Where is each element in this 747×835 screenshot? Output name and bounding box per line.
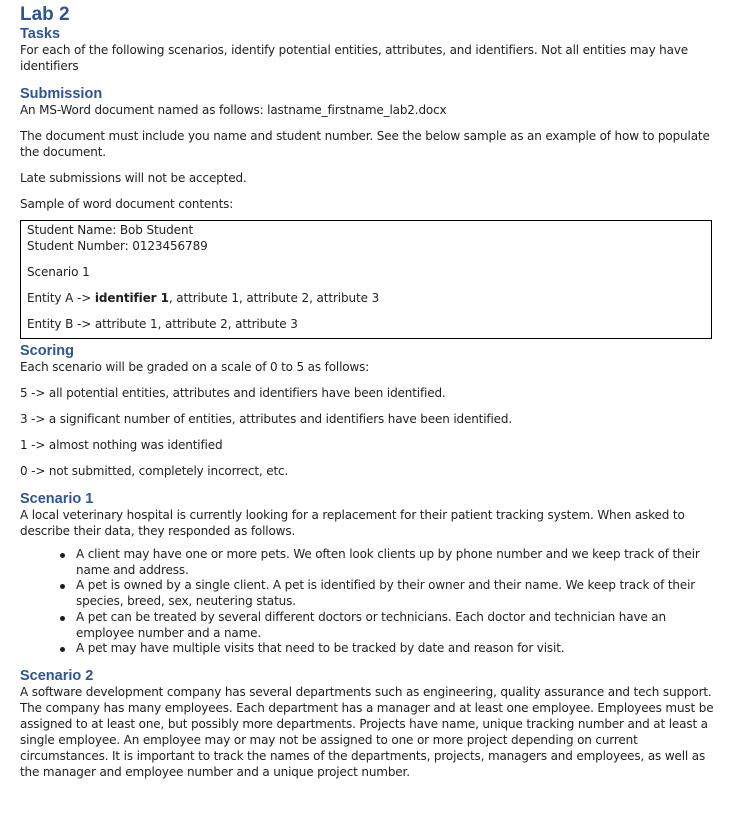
- tasks-text: For each of the following scenarios, identify potential entities, attributes, and identifiers. Not all entities may have identifiers: [20, 43, 689, 73]
- submission-line-contents: The document must include you name and student number. See the below sample as an example of how to populate the document.: [20, 129, 710, 159]
- sample-entity-a-attributes: , attribute 1, attribute 2, attribute 3: [168, 291, 380, 305]
- list-item-text: A pet can be treated by several different doctors or technicians. Each doctor and technician have an employee number and a name.: [76, 609, 666, 640]
- sample-student-number: Student Number: 0123456789: [27, 239, 208, 253]
- sample-entity-b: Entity B -> attribute 1, attribute 2, attribute 3: [27, 317, 298, 331]
- scenario1-bullet-list: [20, 547, 720, 657]
- scoring-level-0: 0 -> not submitted, completely incorrect, etc.: [20, 464, 289, 478]
- sample-document-box: [20, 220, 712, 339]
- scenario2-heading: Scenario 2: [20, 667, 94, 684]
- bullet-icon: [60, 584, 65, 589]
- scenario2-text: A software development company has several departments such as engineering, quality assurance and tech support. The company has many employees. Each department has a manager and at least one employee. Employees must be assigned to at least one, but possibly more departments. Projects have name, unique tracking number and at least a single employee. An employee may or may not be assigned to one or more project depending on current circumstances. It is important to track the names of the departments, projects, managers and employees, as well as the manager and employee number and a unique project number.: [20, 684, 714, 779]
- submission-line-filename: An MS-Word document named as follows: lastname_firstname_lab2.docx: [20, 103, 447, 117]
- scenario1-heading: Scenario 1: [20, 491, 94, 507]
- list-item: [76, 610, 720, 641]
- list-item: [76, 578, 720, 609]
- bullet-icon: [60, 647, 65, 652]
- doc-title: Lab 2: [20, 4, 70, 25]
- scoring-level-5: 5 -> all potential entities, attributes and identifiers have been identified.: [20, 386, 446, 400]
- list-item-text: A pet may have multiple visits that need to be tracked by date and reason for visit.: [76, 641, 565, 656]
- sample-student-name: Student Name: Bob Student: [27, 223, 194, 237]
- document-page: [20, 4, 720, 780]
- scoring-level-1: 1 -> almost nothing was identified: [20, 438, 223, 452]
- list-item-text: A client may have one or more pets. We often look clients up by phone number and we keep track of their name and address.: [76, 547, 700, 577]
- list-item-text: A pet is owned by a single client. A pet is identified by their owner and their name. We keep track of their species, breed, sex, neutering status.: [76, 578, 696, 609]
- bullet-icon: [60, 616, 65, 621]
- submission-line-sample: Sample of word document contents:: [20, 197, 234, 211]
- list-item: [76, 547, 720, 578]
- sample-scenario: Scenario 1: [27, 265, 90, 279]
- sample-entity-a-identifier: identifier 1: [94, 291, 169, 305]
- scenario1-intro: A local veterinary hospital is currently looking for a replacement for their patient tracking system. When asked to describe their data, they responded as follows.: [20, 508, 685, 538]
- sample-entity-a: [27, 290, 705, 306]
- list-item: [76, 641, 720, 657]
- scoring-level-3: 3 -> a significant number of entities, attributes and identifiers have been identified.: [20, 412, 513, 426]
- submission-heading: Submission: [20, 86, 103, 102]
- submission-line-late: Late submissions will not be accepted.: [20, 171, 247, 185]
- tasks-heading: Tasks: [20, 26, 61, 42]
- bullet-icon: [60, 553, 65, 558]
- scoring-heading: Scoring: [20, 343, 74, 359]
- scoring-intro: Each scenario will be graded on a scale of 0 to 5 as follows:: [20, 360, 370, 374]
- sample-entity-a-prefix: Entity A ->: [27, 291, 95, 305]
